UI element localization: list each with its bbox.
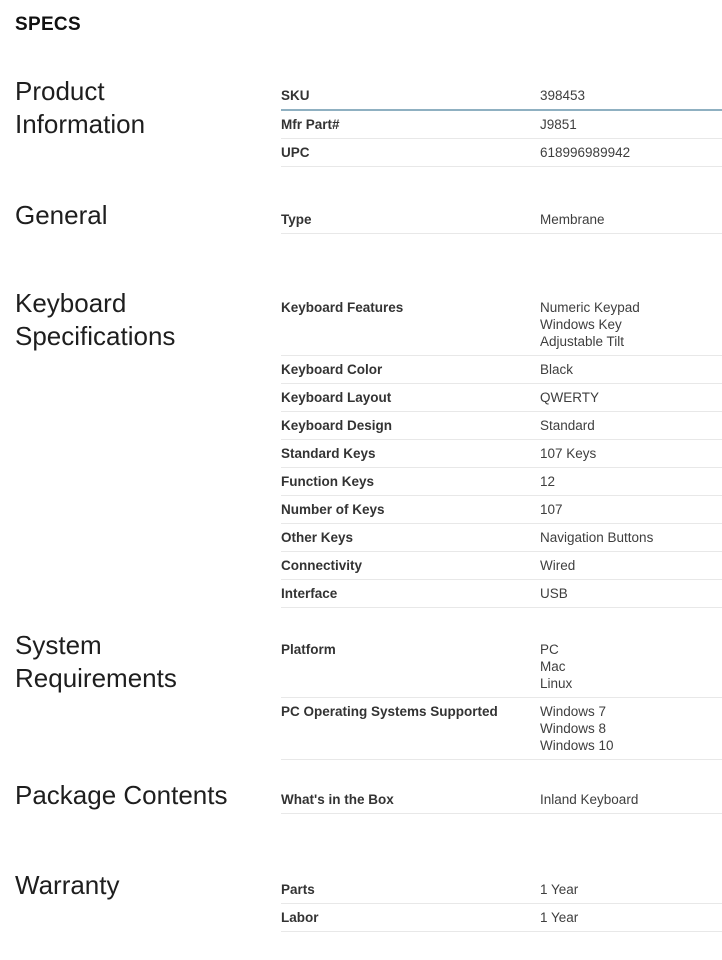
spec-value-line: 107 xyxy=(540,502,563,517)
spec-row xyxy=(281,356,722,384)
spec-label: Keyboard Layout xyxy=(281,390,392,405)
section-rows xyxy=(281,206,722,234)
spec-value xyxy=(540,501,722,518)
spec-value-line: Wired xyxy=(540,558,576,573)
spec-value-line: Navigation Buttons xyxy=(540,530,654,545)
section-rows xyxy=(281,636,722,760)
spec-sections xyxy=(0,76,722,932)
spec-value xyxy=(540,361,722,378)
spec-row xyxy=(281,904,722,932)
spec-value-line: Adjustable Tilt xyxy=(540,334,625,349)
spec-value xyxy=(540,909,722,926)
spec-label: Keyboard Design xyxy=(281,418,393,433)
spec-value-line: 12 xyxy=(540,474,556,489)
spec-label: SKU xyxy=(281,88,310,103)
spec-label: Keyboard Features xyxy=(281,300,404,315)
spec-label: Parts xyxy=(281,882,315,897)
spec-value-line: Windows 8 xyxy=(540,721,607,736)
spec-row xyxy=(281,111,722,139)
spec-row xyxy=(281,384,722,412)
spec-value-line: Standard xyxy=(540,418,595,433)
spec-row xyxy=(281,468,722,496)
spec-value xyxy=(540,585,722,602)
spec-value-line: 1 Year xyxy=(540,910,579,925)
section-title: Package Contents xyxy=(15,780,228,810)
spec-value xyxy=(540,144,722,161)
spec-value-line: 618996989942 xyxy=(540,145,631,160)
spec-value-line: Black xyxy=(540,362,574,377)
spec-value xyxy=(540,389,722,406)
spec-value-line: Windows 7 xyxy=(540,704,607,719)
spec-row xyxy=(281,206,722,234)
spec-value-line: Windows Key xyxy=(540,317,622,332)
spec-label: UPC xyxy=(281,145,310,160)
spec-row xyxy=(281,294,722,356)
spec-value xyxy=(540,211,722,228)
section-rows xyxy=(281,786,722,814)
spec-value-line: Linux xyxy=(540,676,573,691)
spec-label: Function Keys xyxy=(281,474,375,489)
spec-value-line: Mac xyxy=(540,659,566,674)
spec-value xyxy=(540,641,722,692)
spec-value xyxy=(540,557,722,574)
spec-label: What's in the Box xyxy=(281,792,394,807)
spec-row xyxy=(281,786,722,814)
spec-row xyxy=(281,440,722,468)
spec-value-line: PC xyxy=(540,642,559,657)
spec-label: Mfr Part# xyxy=(281,117,340,132)
spec-label: Connectivity xyxy=(281,558,363,573)
spec-value-line: USB xyxy=(540,586,568,601)
spec-value-line: Windows 10 xyxy=(540,738,614,753)
spec-label: Interface xyxy=(281,586,338,601)
spec-row xyxy=(281,698,722,760)
section-rows xyxy=(281,82,722,167)
spec-value xyxy=(540,299,722,350)
spec-label: Other Keys xyxy=(281,530,354,545)
spec-value xyxy=(540,445,722,462)
spec-row xyxy=(281,580,722,608)
spec-row xyxy=(281,82,722,111)
spec-label: Number of Keys xyxy=(281,502,385,517)
section-system-requirements xyxy=(0,630,722,760)
section-rows xyxy=(281,876,722,932)
spec-row xyxy=(281,524,722,552)
spec-row xyxy=(281,876,722,904)
spec-value-line: J9851 xyxy=(540,117,577,132)
section-package-contents xyxy=(0,780,722,814)
section-warranty xyxy=(0,870,722,932)
spec-value-line: Membrane xyxy=(540,212,605,227)
section-rows xyxy=(281,294,722,608)
section-product-information xyxy=(0,76,722,167)
section-general xyxy=(0,200,722,234)
spec-value-line: 398453 xyxy=(540,88,586,103)
spec-value-line: Numeric Keypad xyxy=(540,300,640,315)
spec-value xyxy=(540,791,722,808)
spec-row xyxy=(281,412,722,440)
section-title: System Requirements xyxy=(15,630,177,693)
spec-value xyxy=(540,417,722,434)
spec-label: Standard Keys xyxy=(281,446,376,461)
spec-label: Type xyxy=(281,212,312,227)
spec-value-line: Inland Keyboard xyxy=(540,792,639,807)
spec-value-line: 1 Year xyxy=(540,882,579,897)
spec-value-line: QWERTY xyxy=(540,390,600,405)
spec-value xyxy=(540,473,722,490)
spec-label: PC Operating Systems Supported xyxy=(281,704,498,719)
spec-value xyxy=(540,116,722,133)
spec-value-line: 107 Keys xyxy=(540,446,597,461)
spec-label: Platform xyxy=(281,642,336,657)
spec-label: Labor xyxy=(281,910,319,925)
spec-row xyxy=(281,552,722,580)
spec-value xyxy=(540,881,722,898)
spec-value xyxy=(540,529,722,546)
section-title: Keyboard Specifications xyxy=(15,288,176,351)
spec-row xyxy=(281,636,722,698)
section-title: Warranty xyxy=(15,870,120,900)
section-keyboard-specifications xyxy=(0,288,722,608)
spec-value xyxy=(540,87,722,104)
spec-label: Keyboard Color xyxy=(281,362,383,377)
section-title: General xyxy=(15,200,108,230)
spec-value xyxy=(540,703,722,754)
specs-heading: SPECS xyxy=(15,14,81,35)
section-title: Product Information xyxy=(15,76,146,139)
spec-row xyxy=(281,139,722,167)
spec-row xyxy=(281,496,722,524)
